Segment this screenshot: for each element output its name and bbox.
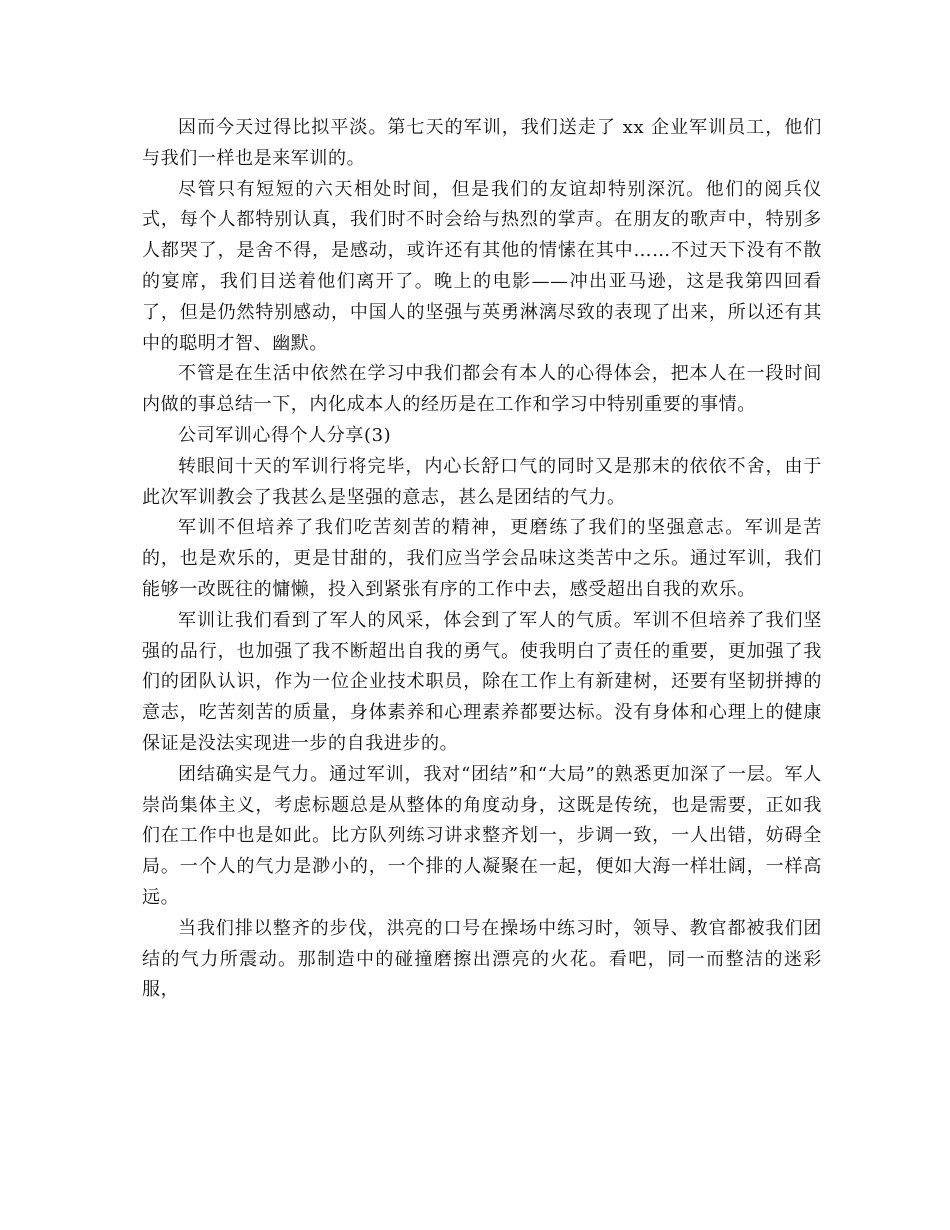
paragraph: 当我们排以整齐的步伐，洪亮的口号在操场中练习时，领导、教官都被我们团结的气力所震动。那制造中的碰撞磨擦出漂亮的火花。看吧，同一而整洁的迷彩服， — [142, 917, 822, 1001]
paragraph: 团结确实是气力。通过军训，我对“团结”和“大局”的熟悉更加深了一层。军人崇尚集体主义，考虑标题总是从整体的角度动身，这既是传统，也是需要，正如我们在工作中也是如此。比方队列练习讲求整齐划一，步调一致，一人出错，妨碍全局。一个人的气力是渺小的，一个排的人凝聚在一起，便如大海一样壮阔，一样高远。 — [142, 763, 822, 908]
paragraph: 尽管只有短短的六天相处时间，但是我们的友谊却特别深沉。他们的阅兵仪式，每个人都特别认真，我们时不时会给与热烈的掌声。在朋友的歌声中，特别多人都哭了，是舍不得，是感动，或许还有其他的情愫在其中……不过天下没有不散的宴席，我们目送着他们离开了。晚上的电影——冲出亚马逊，这是我第四回看了，但是仍然特别感动，中国人的坚强与英勇淋漓尽致的表现了出来，所以还有其中的聪明才智、幽默。 — [142, 178, 822, 354]
paragraph: 不管是在生活中依然在学习中我们都会有本人的心得体会，把本人在一段时间内做的事总结一下，内化成本人的经历是在工作和学习中特别重要的事情。 — [142, 363, 822, 416]
paragraph: 军训让我们看到了军人的风采，体会到了军人的气质。军训不但培养了我们坚强的品行，也加强了我不断超出自我的勇气。使我明白了责任的重要，更加强了我们的团队认识，作为一位企业技术职员，除在工作上有新建树，还要有坚韧拼搏的意志，吃苦刻苦的质量，身体素养和心理素养都要达标。没有身体和心理上的健康保证是没法实现进一步的自我进步的。 — [142, 609, 822, 754]
paragraph: 转眼间十天的军训行将完毕，内心长舒口气的同时又是那末的依依不舍，由于此次军训教会了我甚么是坚强的意志，甚么是团结的气力。 — [142, 455, 822, 508]
paragraph: 军训不但培养了我们吃苦刻苦的精神，更磨练了我们的坚强意志。军训是苦的，也是欢乐的，更是甘甜的，我们应当学会品味这类苦中之乐。通过军训，我们能够一改既往的慵懒，投入到紧张有序的工作中去，感受超出自我的欢乐。 — [142, 517, 822, 600]
document-body — [142, 113, 822, 1006]
section-heading: 公司军训心得个人分享(3) — [178, 424, 392, 446]
paragraph: 因而今天过得比拟平淡。第七天的军训，我们送走了 xx 企业军训员工，他们与我们一样也是来军训的。 — [142, 117, 822, 169]
